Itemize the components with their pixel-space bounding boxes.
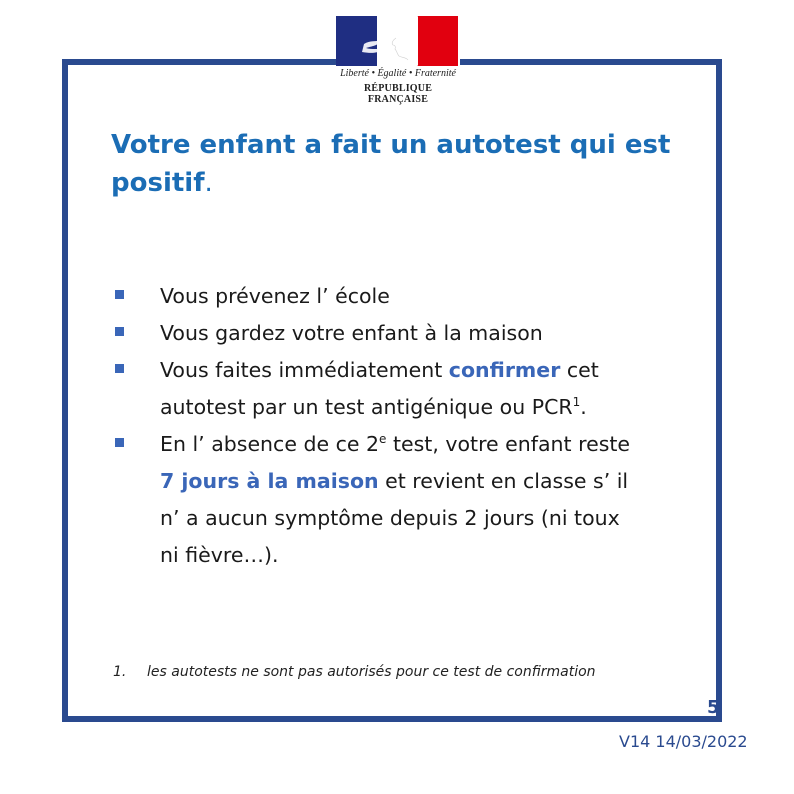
highlight-text: confirmer (448, 358, 561, 382)
title-line-1: Votre enfant a fait un autotest qui est (111, 130, 671, 160)
bullet-text: En l’ absence de ce 2 (160, 432, 380, 456)
marianne-flag-icon (336, 16, 458, 66)
square-bullet-icon (115, 438, 124, 447)
page-number: 5 (707, 697, 720, 718)
motto: Liberté • Égalité • Fraternité (340, 68, 456, 79)
superscript: e (379, 432, 387, 447)
title-period: . (204, 168, 213, 198)
list-item (112, 426, 702, 574)
list-item (112, 315, 702, 352)
square-bullet-icon (115, 364, 124, 373)
bullet-text: Vous gardez votre enfant à la maison (160, 321, 543, 345)
republic-name: RÉPUBLIQUE FRANÇAISE (363, 83, 433, 105)
bullet-text: autotest par un test antigénique ou PCR (160, 395, 573, 419)
bullet-text: . (580, 395, 587, 419)
version-label: V14 14/03/2022 (619, 732, 748, 751)
footnote-number: 1. (113, 664, 127, 680)
footnote-text: les autotests ne sont pas autorisés pour ce test de confirmation (147, 664, 596, 680)
bullet-text: Vous prévenez l’ école (160, 284, 390, 308)
page-title (111, 126, 711, 202)
footnote-ref: 1 (572, 395, 581, 410)
republique-francaise-logo (336, 16, 460, 104)
footnote (113, 664, 713, 680)
highlight-text: 7 jours à la maison (160, 469, 379, 493)
square-bullet-icon (115, 327, 124, 336)
list-item (112, 278, 702, 315)
bullet-text: cet (560, 358, 599, 382)
list-item (112, 352, 702, 426)
instructions-list (112, 278, 702, 574)
bullet-text: test, votre enfant reste (386, 432, 631, 456)
bullet-text: ni fièvre…). (160, 543, 279, 567)
title-line-2: positif (111, 168, 205, 198)
bullet-text: n’ a aucun symptôme depuis 2 jours (ni toux (160, 506, 620, 530)
bullet-text: Vous faites immédiatement (160, 358, 449, 382)
square-bullet-icon (115, 290, 124, 299)
bullet-text: et revient en classe s’ il (378, 469, 629, 493)
